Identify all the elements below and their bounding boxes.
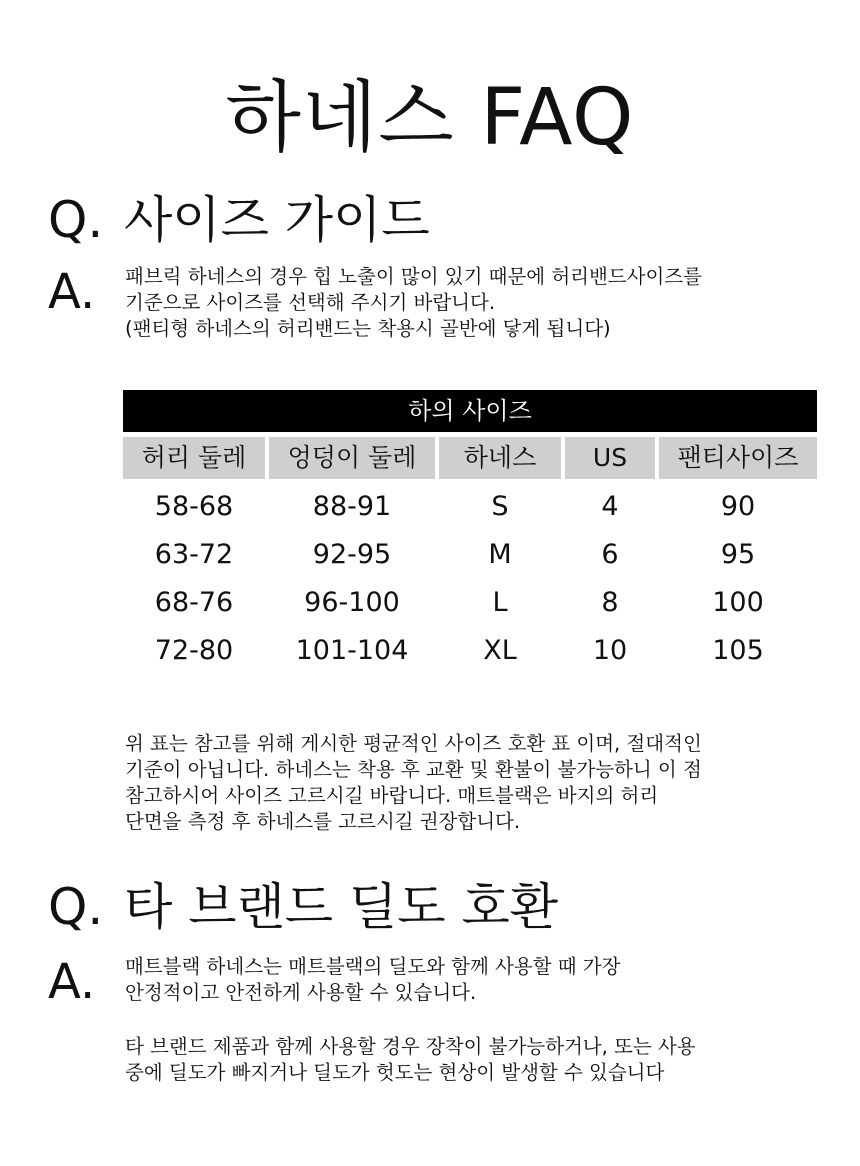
faq-answer-compatibility	[125, 954, 817, 1006]
faq-question-compatibility	[48, 877, 558, 937]
cell-panty-size: 100	[712, 587, 764, 618]
question-text: 타 브랜드 딜도 호환	[124, 878, 559, 936]
answer-line: 기준으로 사이즈를 선택해 주시기 바랍니다.	[125, 291, 496, 314]
cell-harness: XL	[483, 635, 517, 666]
answer-line: 패브릭 하네스의 경우 힙 노출이 많이 있기 때문에 허리밴드사이즈를	[125, 265, 703, 288]
size-table	[123, 390, 817, 675]
cell-us: 6	[601, 539, 619, 570]
question-text: 사이즈 가이드	[124, 191, 430, 249]
page-title: 하네스 FAQ	[225, 73, 635, 163]
question-marker: Q.	[48, 878, 104, 936]
table-row	[123, 531, 817, 579]
faq-question-size-guide	[48, 190, 430, 250]
header-panty-size: 팬티사이즈	[659, 437, 817, 479]
size-table-header-row	[123, 437, 817, 479]
note-line: 기준이 아닙니다. 하네스는 착용 후 교환 및 환불이 불가능하니 이 점	[125, 758, 702, 781]
size-table-title: 하의 사이즈	[123, 390, 817, 432]
answer-marker: A.	[48, 954, 96, 1010]
cell-panty-size: 95	[720, 539, 756, 570]
table-row	[123, 483, 817, 531]
note-line: 위 표는 참고를 위해 게시한 평균적인 사이즈 호환 표 이며, 절대적인	[125, 732, 702, 755]
header-us: US	[565, 437, 655, 479]
answer-line: 타 브랜드 제품과 함께 사용할 경우 장착이 불가능하거나, 또는 사용	[125, 1035, 696, 1058]
cell-waist: 68-76	[154, 587, 234, 618]
table-row	[123, 579, 817, 627]
answer-line: 중에 딜도가 빠지거나 딜도가 헛도는 현상이 발생할 수 있습니다	[125, 1061, 665, 1084]
header-harness: 하네스	[439, 437, 561, 479]
cell-us: 8	[601, 587, 619, 618]
cell-hip: 101-104	[295, 635, 409, 666]
cell-panty-size: 105	[712, 635, 764, 666]
cell-harness: M	[488, 539, 512, 570]
faq-answer-compatibility-note	[125, 1034, 817, 1086]
cell-us: 10	[592, 635, 628, 666]
answer-marker: A.	[48, 264, 96, 320]
cell-us: 4	[601, 491, 619, 522]
note-line: 참고하시어 사이즈 고르시길 바랍니다. 매트블랙은 바지의 허리	[125, 784, 659, 807]
cell-waist: 72-80	[154, 635, 234, 666]
header-hip: 엉덩이 둘레	[269, 437, 435, 479]
cell-hip: 92-95	[312, 539, 392, 570]
cell-waist: 58-68	[154, 491, 234, 522]
answer-line: (팬티형 하네스의 허리밴드는 착용시 골반에 닿게 됩니다)	[125, 317, 611, 340]
cell-hip: 96-100	[304, 587, 400, 618]
header-waist: 허리 둘레	[123, 437, 265, 479]
cell-panty-size: 90	[720, 491, 756, 522]
question-marker: Q.	[48, 191, 104, 249]
cell-waist: 63-72	[154, 539, 234, 570]
note-line: 단면을 측정 후 하네스를 고르시길 권장합니다.	[125, 810, 521, 833]
table-row	[123, 627, 817, 675]
answer-line: 매트블랙 하네스는 매트블랙의 딜도와 함께 사용할 때 가장	[125, 955, 621, 978]
size-table-note	[125, 731, 817, 835]
faq-answer-size-guide	[125, 264, 817, 342]
cell-harness: S	[491, 491, 509, 522]
cell-hip: 88-91	[312, 491, 392, 522]
cell-harness: L	[492, 587, 508, 618]
answer-line: 안정적이고 안전하게 사용할 수 있습니다.	[125, 981, 477, 1004]
